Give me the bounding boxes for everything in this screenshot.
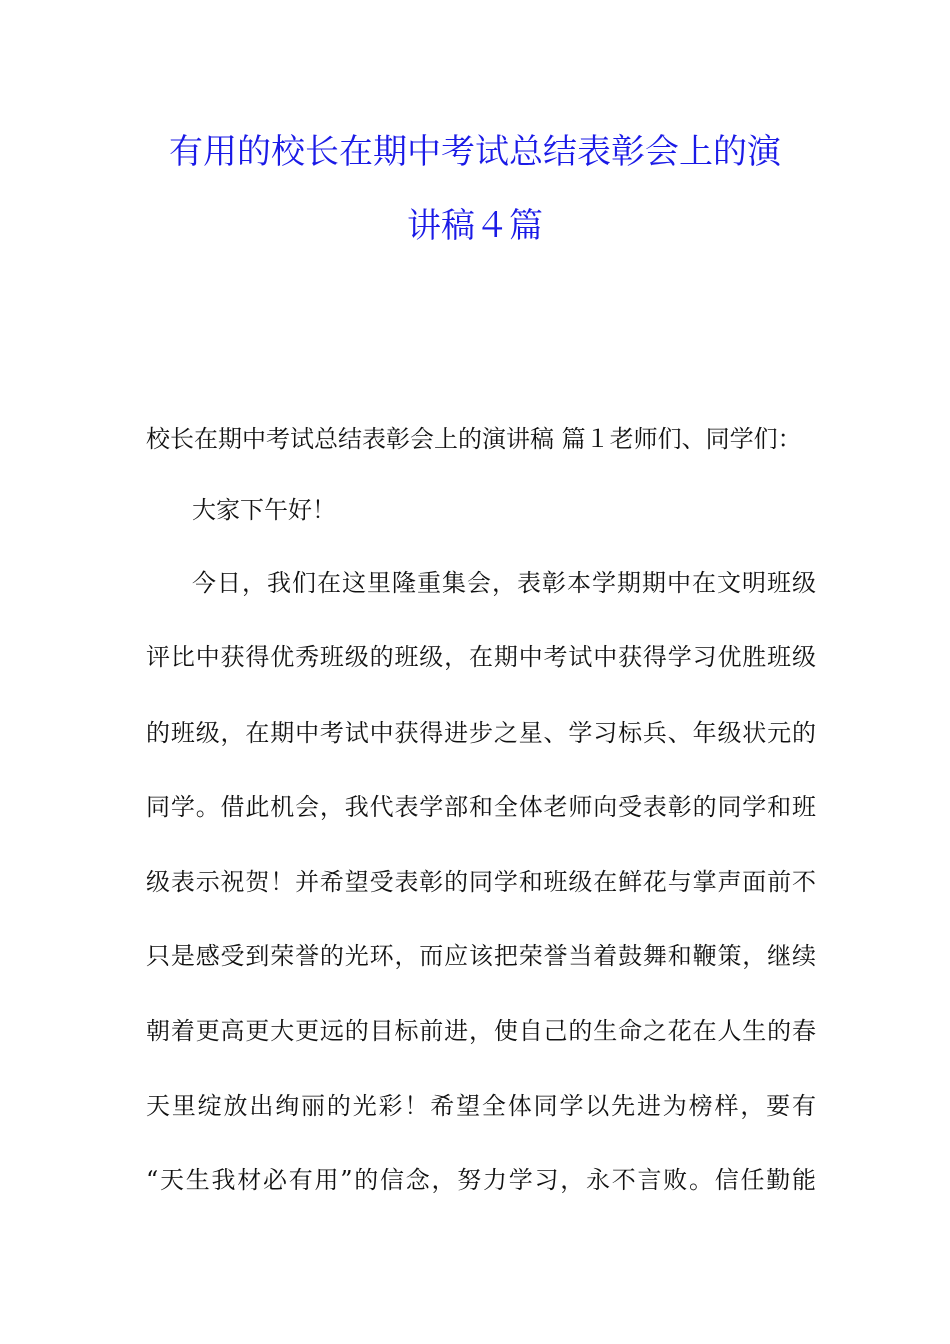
- paragraph-line-2: 大家下午好！: [192, 496, 336, 524]
- paragraph-line-1: 校长在期中考试总结表彰会上的演讲稿 篇１老师们、同学们：: [146, 425, 802, 453]
- paragraph-line-5: 的班级，在期中考试中获得进步之星、学习标兵、年级状元的: [146, 719, 816, 747]
- paragraph-line-10: 天里绽放出绚丽的光彩！希望全体同学以先进为榜样，要有: [146, 1092, 816, 1120]
- paragraph-line-6: 同学。借此机会，我代表学部和全体老师向受表彰的同学和班: [146, 793, 816, 821]
- paragraph-line-8: 只是感受到荣誉的光环，而应该把荣誉当着鼓舞和鞭策，继续: [146, 942, 816, 970]
- paragraph-line-11: “天生我材必有用”的信念，努力学习，永不言败。信任勤能: [146, 1166, 816, 1194]
- document-title-line-2: 讲稿４篇: [407, 206, 543, 246]
- paragraph-line-4: 评比中获得优秀班级的班级，在期中考试中获得学习优胜班级: [146, 643, 816, 671]
- paragraph-line-7: 级表示祝贺！并希望受表彰的同学和班级在鲜花与掌声面前不: [146, 868, 816, 896]
- document-title-line-1: 有用的校长在期中考试总结表彰会上的演: [169, 132, 781, 172]
- paragraph-line-9: 朝着更高更大更远的目标前进，使自己的生命之花在人生的春: [146, 1017, 816, 1045]
- paragraph-line-3: 今日，我们在这里隆重集会，表彰本学期期中在文明班级: [192, 569, 816, 597]
